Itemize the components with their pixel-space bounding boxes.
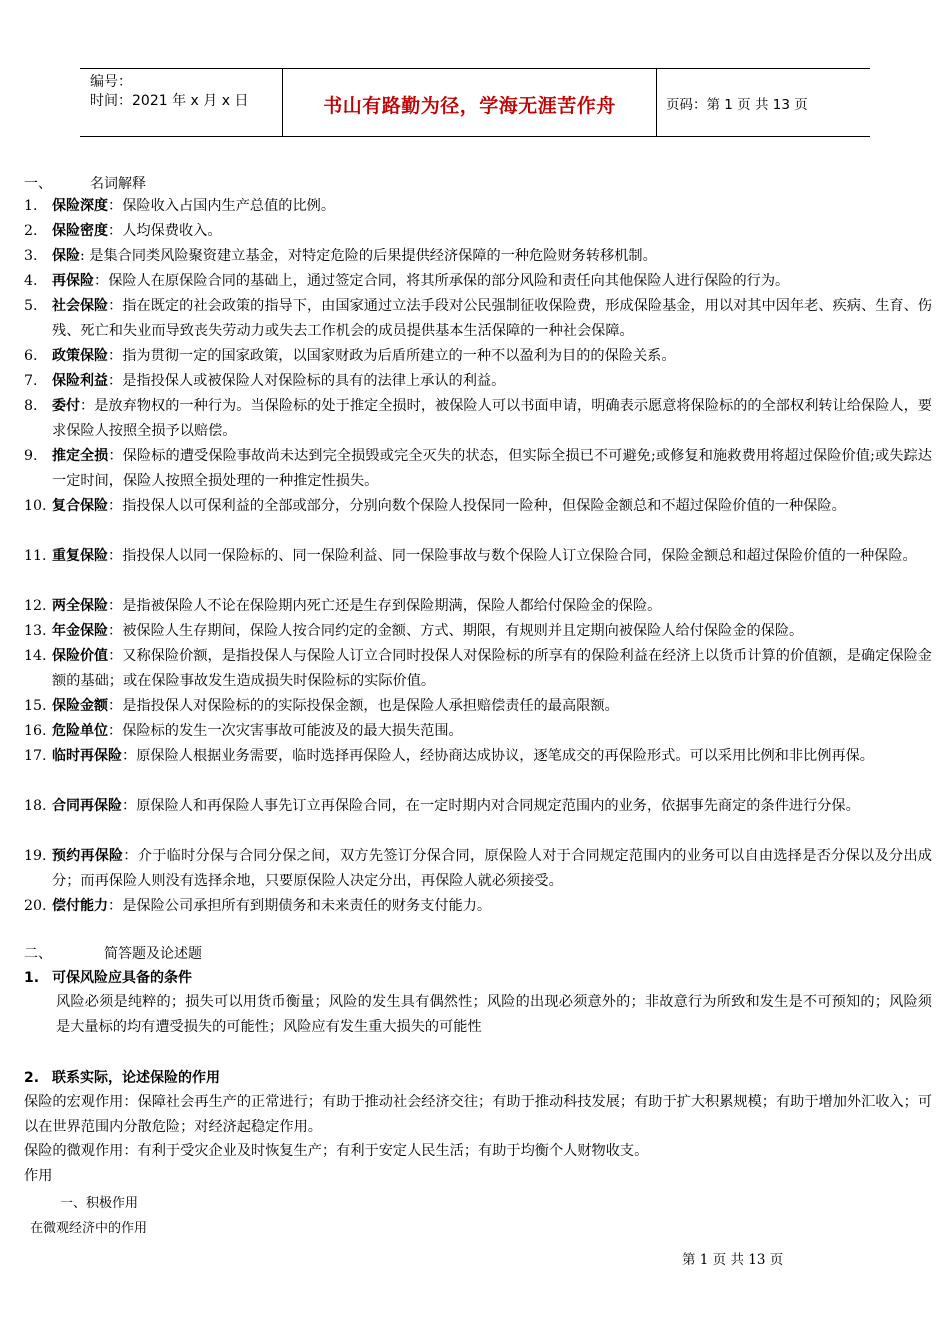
definition-number: 14. bbox=[24, 648, 47, 664]
definition-text: ：保险标的遭受保险事故尚未达到完全损毁或完全灭失的状态，但实际全损已不可避免;或修复和施救费用将超过保险价值;或失踪达一定时间，保险人按照全损处理的一种推定性损失。 bbox=[52, 448, 932, 489]
definition-number: 9. bbox=[24, 448, 38, 464]
definition-text: ：介于临时分保与合同分保之间，双方先签订分保合同，原保险人对于合同规定范围内的业务可以自由选择是否分保以及分出成分；而再保险人则没有选择余地，只要原保险人决定分出，再保险人就必须接受。 bbox=[52, 848, 932, 889]
definition-body bbox=[52, 244, 932, 269]
definition-item bbox=[24, 794, 932, 819]
definition-text: ：原保险人和再保险人事先订立再保险合同，在一定时期内对合同规定范围内的业务，依据事先商定的条件进行分保。 bbox=[122, 798, 860, 814]
number-label: 编号： bbox=[90, 74, 132, 90]
definition-term: 复合保险 bbox=[52, 498, 108, 514]
definition-item bbox=[24, 344, 932, 369]
definition-term: 合同再保险 bbox=[52, 798, 122, 814]
definition-text: ：指投保人以同一保险标的、同一保险利益、同一保险事故与数个保险人订立保险合同，保险金额总和超过保险价值的一种保险。 bbox=[108, 548, 917, 564]
definition-item bbox=[24, 194, 932, 219]
definition-body bbox=[52, 219, 932, 244]
definition-text: ：指为贯彻一定的国家政策，以国家财政为后盾所建立的一种不以盈利为目的的保险关系。 bbox=[108, 348, 676, 364]
subheading-micro-economy: 在微观经济中的作用 bbox=[30, 1221, 148, 1236]
definition-body bbox=[52, 444, 932, 494]
definition-body bbox=[52, 194, 932, 219]
question-title: 联系实际，论述保险的作用 bbox=[52, 1070, 220, 1086]
definition-term: 保险深度 bbox=[52, 198, 108, 214]
definition-number: 17. bbox=[24, 748, 47, 764]
definition-number: 1. bbox=[24, 198, 38, 214]
header-page-info: 页码：第 1 页 共 13 页 bbox=[666, 97, 808, 113]
definition-item bbox=[24, 619, 932, 644]
definition-item bbox=[24, 294, 932, 344]
question-number: 2. bbox=[24, 1070, 40, 1086]
definition-text: ：是指被保险人不论在保险期内死亡还是生存到保险期满，保险人都给付保险金的保险。 bbox=[108, 598, 662, 614]
section-title: 名词解释 bbox=[90, 176, 146, 192]
definition-text: ：指投保人以可保利益的全部或部分，分别向数个保险人投保同一险种，但保险金额总和不超过保险价值的一种保险。 bbox=[108, 498, 846, 514]
section-heading-terms bbox=[24, 173, 146, 193]
definition-number: 15. bbox=[24, 698, 47, 714]
definition-number: 16. bbox=[24, 723, 47, 739]
definition-number: 7. bbox=[24, 373, 38, 389]
definition-item bbox=[24, 544, 932, 569]
definition-text: ：是保险公司承担所有到期债务和未来责任的财务支付能力。 bbox=[108, 898, 492, 914]
definition-term: 推定全损 bbox=[52, 448, 109, 464]
definition-body bbox=[52, 344, 932, 369]
definition-body bbox=[52, 269, 932, 294]
definition-item bbox=[24, 369, 932, 394]
definition-text: ：保险人在原保险合同的基础上，通过签定合同，将其所承保的部分风险和责任向其他保险人进行保险的行为。 bbox=[94, 273, 790, 289]
definition-item bbox=[24, 844, 932, 894]
definition-body bbox=[52, 494, 932, 519]
definition-term: 保险利益 bbox=[52, 373, 108, 389]
definition-item bbox=[24, 594, 932, 619]
question-number: 1. bbox=[24, 970, 40, 986]
definition-term: 保险 bbox=[52, 248, 80, 264]
definition-item bbox=[24, 744, 932, 769]
section-number: 一、 bbox=[24, 176, 52, 192]
definition-item bbox=[24, 219, 932, 244]
definition-body bbox=[52, 744, 932, 769]
definition-number: 4. bbox=[24, 273, 38, 289]
subheading-positive-role: 一、积极作用 bbox=[60, 1196, 139, 1211]
definition-text: ：保险收入占国内生产总值的比例。 bbox=[108, 198, 336, 214]
definition-text: ：是指投保人对保险标的的实际投保金额，也是保险人承担赔偿责任的最高限额。 bbox=[108, 698, 619, 714]
definition-body bbox=[52, 544, 932, 569]
definition-body bbox=[52, 644, 932, 694]
definition-body bbox=[52, 694, 932, 719]
definition-term: 社会保险 bbox=[52, 298, 109, 314]
definition-body bbox=[52, 719, 932, 744]
definition-term: 危险单位 bbox=[52, 723, 108, 739]
definition-body bbox=[52, 794, 932, 819]
definition-number: 11. bbox=[24, 548, 47, 564]
definition-term: 预约再保险 bbox=[52, 848, 124, 864]
definition-number: 6. bbox=[24, 348, 38, 364]
definition-number: 20. bbox=[24, 898, 47, 914]
question-heading bbox=[24, 967, 192, 987]
question-answer: 风险必须是纯粹的；损失可以用货币衡量；风险的发生具有偶然性；风险的出现必须意外的；非故意行为所致和发生是不可预知的；风险须是大量标的均有遭受损失的可能性；风险应有发生重大损失的可能性 bbox=[56, 994, 932, 1035]
definition-term: 保险价值 bbox=[52, 648, 109, 664]
definition-text: ：指在既定的社会政策的指导下，由国家通过立法手段对公民强制征收保险费，形成保险基金，用以对其中因年老、疾病、生育、伤残、死亡和失业而导致丧失劳动力或失去工作机会的成员提供基本生活保障的一种社会保障。 bbox=[52, 298, 932, 339]
section-title: 简答题及论述题 bbox=[104, 946, 202, 962]
definition-item bbox=[24, 644, 932, 694]
definition-term: 年金保险 bbox=[52, 623, 108, 639]
definition-item bbox=[24, 244, 932, 269]
definition-term: 再保险 bbox=[52, 273, 94, 289]
definition-text: ：又称保险价额，是指投保人与保险人订立合同时投保人对保险标的所享有的保险利益在经济上以货币计算的价值额，是确定保险金额的基础；或在保险事故发生造成损失时保险标的实际价值。 bbox=[52, 648, 932, 689]
definition-number: 10. bbox=[24, 498, 47, 514]
time-label: 时间：2021 年 x 月 x 日 bbox=[90, 93, 249, 109]
header-meta bbox=[90, 73, 248, 111]
definition-text: ：是指投保人或被保险人对保险标的具有的法律上承认的利益。 bbox=[108, 373, 506, 389]
definition-body bbox=[52, 894, 932, 919]
definition-text: ：被保险人生存期间，保险人按合同约定的金额、方式、期限，有规则并且定期向被保险人给付保险金的保险。 bbox=[108, 623, 804, 639]
document-header bbox=[80, 68, 870, 137]
definition-body bbox=[52, 619, 932, 644]
definition-term: 偿付能力 bbox=[52, 898, 108, 914]
definition-term: 保险密度 bbox=[52, 223, 108, 239]
definition-item bbox=[24, 719, 932, 744]
definition-text: ：人均保费收入。 bbox=[108, 223, 222, 239]
definition-body bbox=[52, 594, 932, 619]
definition-text: ：是放弃物权的一种行为。当保险标的处于推定全损时，被保险人可以书面申请，明确表示愿意将保险标的的全部权利转让给保险人，要求保险人按照全损予以赔偿。 bbox=[52, 398, 932, 439]
question-title: 可保风险应具备的条件 bbox=[52, 970, 192, 986]
definition-number: 3. bbox=[24, 248, 38, 264]
definition-body bbox=[52, 844, 932, 894]
definition-item bbox=[24, 444, 932, 494]
macro-role-paragraph: 保险的宏观作用：保障社会再生产的正常进行；有助于推动社会经济交往；有助于推动科技发展；有助于扩大积累规模；有助于增加外汇收入；可以在世界范围内分散危险；对经济起稳定作用。 bbox=[24, 1094, 933, 1135]
header-divider bbox=[656, 69, 657, 136]
section-heading-questions bbox=[24, 943, 202, 963]
definition-body bbox=[52, 294, 932, 344]
definition-body bbox=[52, 369, 932, 394]
definition-text: ：原保险人根据业务需要，临时选择再保险人，经协商达成协议，逐笔成交的再保险形式。可以采用比例和非比例再保。 bbox=[122, 748, 874, 764]
page-footer: 第 1 页 共 13 页 bbox=[682, 1252, 784, 1268]
definition-body bbox=[52, 394, 932, 444]
role-label: 作用 bbox=[24, 1168, 53, 1184]
definition-item bbox=[24, 269, 932, 294]
definition-number: 5. bbox=[24, 298, 38, 314]
definition-number: 18. bbox=[24, 798, 47, 814]
micro-role-paragraph: 保险的微观作用：有利于受灾企业及时恢复生产；有利于安定人民生活；有助于均衡个人财物收支。 bbox=[24, 1143, 649, 1159]
definition-number: 8. bbox=[24, 398, 38, 414]
definition-item bbox=[24, 494, 932, 519]
section-number: 二、 bbox=[24, 946, 52, 962]
definition-item bbox=[24, 894, 932, 919]
definition-text: : 是集合同类风险聚资建立基金，对特定危险的后果提供经济保障的一种危险财务转移机制。 bbox=[80, 248, 657, 264]
definition-number: 19. bbox=[24, 848, 47, 864]
definition-number: 13. bbox=[24, 623, 47, 639]
definition-item bbox=[24, 394, 932, 444]
definition-term: 临时再保险 bbox=[52, 748, 122, 764]
definition-item bbox=[24, 694, 932, 719]
definition-term: 两全保险 bbox=[52, 598, 108, 614]
definition-term: 委付 bbox=[52, 398, 81, 414]
definition-number: 2. bbox=[24, 223, 38, 239]
definition-number: 12. bbox=[24, 598, 47, 614]
definition-term: 重复保险 bbox=[52, 548, 108, 564]
definition-term: 政策保险 bbox=[52, 348, 108, 364]
question-heading bbox=[24, 1067, 220, 1087]
header-motto: 书山有路勤为径，学海无涯苦作舟 bbox=[323, 95, 616, 117]
definition-term: 保险金额 bbox=[52, 698, 108, 714]
definition-text: ：保险标的发生一次灾害事故可能波及的最大损失范围。 bbox=[108, 723, 463, 739]
